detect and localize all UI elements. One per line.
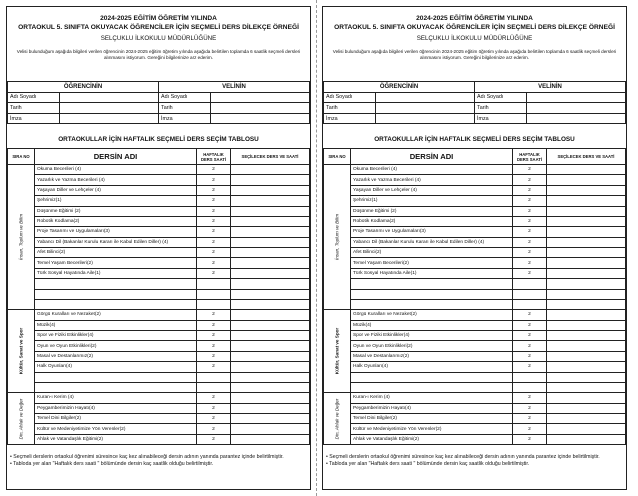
- course-name: Proje Tasarımı ve Uygulamaları(3): [351, 227, 513, 237]
- course-name: [351, 372, 513, 382]
- course-hours: 2: [513, 362, 547, 372]
- parent-signature-field[interactable]: [527, 113, 626, 124]
- course-choice-field[interactable]: [547, 351, 626, 361]
- course-name: Halk Oyunları(4): [35, 362, 197, 372]
- form-title-main: ORTAOKUL 5. SINIFTA OKUYACAK ÖĞRENCİLER İÇİN SEÇMELİ DERS DİLEKÇE ÖRNEĞİ: [334, 24, 615, 31]
- course-choice-field[interactable]: [231, 403, 310, 413]
- course-name: Şehrimiz(1): [351, 196, 513, 206]
- parent-header: VELİNİN: [475, 82, 626, 93]
- course-hours: [513, 279, 547, 289]
- course-choice-field[interactable]: [231, 289, 310, 299]
- parent-date-label: Tarih: [159, 103, 211, 114]
- col-order-header: SIRA NO: [324, 149, 351, 165]
- course-name: Spor ve Fiziki Etkinlikler(4): [351, 331, 513, 341]
- col-choice-header: SEÇİLECEK DERS VE SAATİ: [231, 149, 310, 165]
- course-hours: 2: [197, 216, 231, 226]
- course-row: [324, 434, 626, 444]
- course-hours: 2: [197, 320, 231, 330]
- info-table: [7, 81, 310, 124]
- course-choice-field[interactable]: [547, 424, 626, 434]
- course-choice-field[interactable]: [547, 320, 626, 330]
- blank-row: [324, 289, 626, 299]
- course-table-title: ORTAOKULLAR İÇİN HAFTALIK SEÇMELİ DERS SEÇİM TABLOSU: [374, 136, 575, 143]
- course-group-label: Din, Ahlak ve Değer: [334, 398, 340, 440]
- course-hours: 2: [513, 310, 547, 320]
- course-choice-field[interactable]: [547, 227, 626, 237]
- course-row: [324, 206, 626, 216]
- course-row: [8, 175, 310, 185]
- note-1: • Seçmeli derslerin ortaokul öğrenimi süresince kaç kez alınabileceği dersin adının yanında parantez içinde belirtilmiştir.: [326, 454, 600, 460]
- course-choice-field[interactable]: [547, 299, 626, 309]
- course-name: Türk Sosyal Hayatında Aile(1): [35, 268, 197, 278]
- course-name: [351, 299, 513, 309]
- course-choice-field[interactable]: [231, 216, 310, 226]
- course-name: Oyun ve Oyun Etkinlikleri(2): [35, 341, 197, 351]
- parent-date-field[interactable]: [527, 103, 626, 114]
- course-row: [8, 403, 310, 413]
- course-group-label: İnsan, Toplum ve Bilim: [18, 214, 24, 261]
- course-row: [324, 341, 626, 351]
- course-name: Kültür ve Medeniyetimize Yön Verenler(2): [351, 424, 513, 434]
- course-hours: 2: [513, 424, 547, 434]
- col-course-header: DERSİN ADI: [351, 149, 513, 165]
- course-name: Oyun ve Oyun Etkinlikleri(2): [351, 341, 513, 351]
- course-hours: 2: [513, 216, 547, 226]
- student-date-label: Tarih: [8, 103, 60, 114]
- parent-date-label: Tarih: [475, 103, 527, 114]
- course-name: Ahlak ve Vatandaşlık Eğitimi(2): [35, 434, 197, 444]
- blank-row: [8, 289, 310, 299]
- course-row: [324, 185, 626, 195]
- course-hours: 2: [197, 185, 231, 195]
- course-choice-field[interactable]: [231, 434, 310, 444]
- parent-name-label: Adı Soyadı: [159, 92, 211, 103]
- course-name: Temel Yaşam Becerileri(2): [35, 258, 197, 268]
- student-signature-label: İmza: [324, 113, 376, 124]
- course-name: Müzik(4): [351, 320, 513, 330]
- course-name: Halk Oyunları(4): [351, 362, 513, 372]
- course-choice-field[interactable]: [547, 206, 626, 216]
- course-row: [8, 424, 310, 434]
- course-hours: 2: [513, 331, 547, 341]
- petition-text: Velisi bulunduğum aşağıda bilgileri verilen öğrencinin 2024-2025 eğitim öğretim yılında aşağıda belirtilen toplamda 6 saatlik seçmeli dersleri alınmasını istiyorum. Gereğini bilgilerinize arz ederim.: [16, 49, 301, 60]
- course-name: Temel Yaşam Becerileri(2): [351, 258, 513, 268]
- course-row: [324, 424, 626, 434]
- course-row: [8, 268, 310, 278]
- parent-signature-label: İmza: [159, 113, 211, 124]
- course-choice-field[interactable]: [231, 196, 310, 206]
- course-choice-field[interactable]: [231, 414, 310, 424]
- course-name: [351, 279, 513, 289]
- course-hours: 2: [513, 393, 547, 403]
- course-row: [8, 165, 310, 175]
- col-hours-header: HAFTALIK DERS SAATİ: [513, 149, 547, 165]
- course-row: [8, 185, 310, 195]
- course-name: Düşünme Eğitimi (2): [35, 206, 197, 216]
- course-name: Yabancı Dil (Bakanlar Kurulu Kararı ile Kabul Edilen Diller) (4): [35, 237, 197, 247]
- course-choice-field[interactable]: [547, 196, 626, 206]
- course-name: Okuma Becerileri (4): [35, 165, 197, 175]
- course-hours: 2: [197, 414, 231, 424]
- course-row: [8, 216, 310, 226]
- course-name: [35, 299, 197, 309]
- course-choice-field[interactable]: [547, 362, 626, 372]
- course-name: Robotik Kodlama(2): [35, 216, 197, 226]
- course-row: [8, 414, 310, 424]
- course-choice-field[interactable]: [547, 165, 626, 175]
- student-date-field[interactable]: [376, 103, 475, 114]
- course-row: [324, 175, 626, 185]
- course-name: [35, 289, 197, 299]
- course-row: [324, 196, 626, 206]
- col-hours-header: HAFTALIK DERS SAATİ: [197, 149, 231, 165]
- course-name: [35, 382, 197, 392]
- course-row: [8, 310, 310, 320]
- course-row: [324, 237, 626, 247]
- course-choice-field[interactable]: [231, 320, 310, 330]
- course-hours: 2: [197, 351, 231, 361]
- course-name: Kuran-ı Kerim (4): [35, 393, 197, 403]
- page-divider: [316, 0, 317, 496]
- col-choice-header: SEÇİLECEK DERS VE SAATİ: [547, 149, 626, 165]
- course-group-cell: [8, 165, 35, 310]
- course-choice-field[interactable]: [231, 279, 310, 289]
- course-name: Temel Dini Bilgiler(2): [35, 414, 197, 424]
- course-row: [324, 351, 626, 361]
- course-row: [324, 165, 626, 175]
- course-hours: 2: [197, 237, 231, 247]
- course-choice-field[interactable]: [547, 279, 626, 289]
- course-name: Düşünme Eğitimi (2): [351, 206, 513, 216]
- course-name: Görgü Kuralları ve Nezaket(2): [35, 310, 197, 320]
- note-2: • Tabloda yer alan "Haftalık ders saati " bölümünde dersin kaç saatlik olduğu belirtilmiştir.: [10, 461, 214, 467]
- course-row: [8, 196, 310, 206]
- course-choice-field[interactable]: [547, 216, 626, 226]
- course-name: Yaşayan Diller ve Lehçeler (4): [35, 185, 197, 195]
- course-name: Ahlak ve Vatandaşlık Eğitimi(2): [351, 434, 513, 444]
- course-name: Proje Tasarımı ve Uygulamaları(3): [35, 227, 197, 237]
- course-choice-field[interactable]: [547, 372, 626, 382]
- course-group-label: İnsan, Toplum ve Bilim: [334, 214, 340, 261]
- course-name: Yazarlık ve Yazma Becerileri (4): [351, 175, 513, 185]
- course-row: [324, 310, 626, 320]
- parent-name-field[interactable]: [527, 92, 626, 103]
- course-name: [351, 289, 513, 299]
- course-hours: [513, 382, 547, 392]
- course-hours: 2: [197, 424, 231, 434]
- course-group-cell: [324, 165, 351, 310]
- course-choice-field[interactable]: [231, 206, 310, 216]
- form-title-main: ORTAOKUL 5. SINIFTA OKUYACAK ÖĞRENCİLER İÇİN SEÇMELİ DERS DİLEKÇE ÖRNEĞİ: [18, 24, 299, 31]
- course-name: Afet Bilinci(2): [351, 248, 513, 258]
- course-row: [324, 393, 626, 403]
- course-hours: [197, 289, 231, 299]
- parent-name-label: Adı Soyadı: [475, 92, 527, 103]
- course-hours: 2: [197, 175, 231, 185]
- note-1: • Seçmeli derslerin ortaokul öğrenimi süresince kaç kez alınabileceği dersin adının yanında parantez içinde belirtilmiştir.: [10, 454, 284, 460]
- blank-row: [324, 372, 626, 382]
- course-row: [8, 341, 310, 351]
- addressee: SELÇUKLU İLKOKULU MÜDÜRLÜĞÜNE: [100, 35, 217, 42]
- note-2: • Tabloda yer alan "Haftalık ders saati " bölümünde dersin kaç saatlik olduğu belirtilmiştir.: [326, 461, 530, 467]
- course-name: Temel Dini Bilgiler(2): [351, 414, 513, 424]
- course-name: [35, 279, 197, 289]
- course-choice-field[interactable]: [231, 372, 310, 382]
- course-hours: 2: [513, 185, 547, 195]
- course-selection-table: [7, 148, 310, 445]
- course-choice-field[interactable]: [547, 310, 626, 320]
- student-signature-label: İmza: [8, 113, 60, 124]
- course-selection-table: [323, 148, 626, 445]
- course-choice-field[interactable]: [547, 414, 626, 424]
- course-hours: 2: [513, 351, 547, 361]
- course-row: [324, 227, 626, 237]
- course-hours: 2: [197, 196, 231, 206]
- course-choice-field[interactable]: [547, 248, 626, 258]
- course-choice-field[interactable]: [231, 424, 310, 434]
- course-hours: 2: [197, 434, 231, 444]
- course-choice-field[interactable]: [231, 393, 310, 403]
- course-table-title: ORTAOKULLAR İÇİN HAFTALIK SEÇMELİ DERS SEÇİM TABLOSU: [58, 136, 259, 143]
- course-hours: [197, 279, 231, 289]
- course-name: Kuran-ı Kerim (4): [351, 393, 513, 403]
- course-hours: 2: [513, 414, 547, 424]
- blank-row: [8, 299, 310, 309]
- parent-signature-label: İmza: [475, 113, 527, 124]
- course-row: [324, 268, 626, 278]
- course-hours: 2: [513, 206, 547, 216]
- course-group-label: Kültür, Sanat ve Spor: [18, 328, 24, 375]
- course-group-cell: [8, 393, 35, 445]
- parent-date-field[interactable]: [211, 103, 310, 114]
- course-hours: 2: [513, 248, 547, 258]
- course-hours: 2: [513, 434, 547, 444]
- course-hours: 2: [513, 227, 547, 237]
- parent-header: VELİNİN: [159, 82, 310, 93]
- course-choice-field[interactable]: [231, 382, 310, 392]
- course-hours: 2: [513, 341, 547, 351]
- course-name: Masal ve Destanlarımız(2): [351, 351, 513, 361]
- course-hours: 2: [197, 248, 231, 258]
- course-group-cell: [324, 310, 351, 393]
- info-table: [323, 81, 626, 124]
- course-hours: [197, 382, 231, 392]
- col-order-header: SIRA NO: [8, 149, 35, 165]
- course-hours: [513, 289, 547, 299]
- student-signature-field[interactable]: [60, 113, 159, 124]
- course-group-label: Din, Ahlak ve Değer: [18, 398, 24, 440]
- form-title-year: 2024-2025 EĞİTİM ÖĞRETİM YILINDA: [100, 15, 217, 22]
- course-name: Yazarlık ve Yazma Becerileri (4): [35, 175, 197, 185]
- course-choice-field[interactable]: [547, 237, 626, 247]
- course-name: Müzik(4): [35, 320, 197, 330]
- course-choice-field[interactable]: [547, 341, 626, 351]
- course-hours: 2: [197, 393, 231, 403]
- course-name: Peygamberimizin Hayatı(4): [351, 403, 513, 413]
- course-row: [8, 393, 310, 403]
- course-choice-field[interactable]: [547, 331, 626, 341]
- course-name: Robotik Kodlama(2): [351, 216, 513, 226]
- course-choice-field[interactable]: [231, 310, 310, 320]
- course-row: [324, 403, 626, 413]
- student-header: ÖĞRENCİNİN: [8, 82, 159, 93]
- course-hours: 2: [197, 165, 231, 175]
- course-hours: [197, 299, 231, 309]
- course-choice-field[interactable]: [231, 258, 310, 268]
- course-name: Şehrimiz(1): [35, 196, 197, 206]
- course-name: Türk Sosyal Hayatında Aile(1): [351, 268, 513, 278]
- course-group-label: Kültür, Sanat ve Spor: [334, 328, 340, 375]
- student-date-label: Tarih: [324, 103, 376, 114]
- form-title-year: 2024-2025 EĞİTİM ÖĞRETİM YILINDA: [416, 15, 533, 22]
- course-name: Yabancı Dil (Bakanlar Kurulu Kararı ile Kabul Edilen Diller) (4): [351, 237, 513, 247]
- course-name: [35, 372, 197, 382]
- course-row: [324, 248, 626, 258]
- course-row: [8, 227, 310, 237]
- course-hours: 2: [513, 175, 547, 185]
- addressee: SELÇUKLU İLKOKULU MÜDÜRLÜĞÜNE: [416, 35, 533, 42]
- course-hours: 2: [513, 237, 547, 247]
- course-name: Okuma Becerileri (4): [351, 165, 513, 175]
- course-hours: [513, 299, 547, 309]
- course-choice-field[interactable]: [231, 331, 310, 341]
- course-hours: 2: [197, 403, 231, 413]
- course-group-cell: [324, 393, 351, 445]
- student-header: ÖĞRENCİNİN: [324, 82, 475, 93]
- course-choice-field[interactable]: [231, 351, 310, 361]
- course-row: [324, 362, 626, 372]
- course-hours: 2: [197, 341, 231, 351]
- course-name: Görgü Kuralları ve Nezaket(2): [351, 310, 513, 320]
- course-row: [324, 414, 626, 424]
- course-name: [351, 382, 513, 392]
- course-choice-field[interactable]: [231, 248, 310, 258]
- course-row: [8, 237, 310, 247]
- course-choice-field[interactable]: [547, 175, 626, 185]
- notes: [10, 454, 306, 468]
- course-choice-field[interactable]: [547, 434, 626, 444]
- course-row: [8, 320, 310, 330]
- course-choice-field[interactable]: [231, 299, 310, 309]
- course-row: [8, 362, 310, 372]
- form-header: [323, 14, 626, 43]
- course-hours: 2: [197, 362, 231, 372]
- blank-row: [8, 279, 310, 289]
- course-hours: 2: [513, 165, 547, 175]
- course-choice-field[interactable]: [547, 185, 626, 195]
- blank-row: [324, 299, 626, 309]
- course-hours: 2: [197, 310, 231, 320]
- course-choice-field[interactable]: [231, 165, 310, 175]
- course-row: [324, 331, 626, 341]
- course-hours: 2: [513, 403, 547, 413]
- course-name: Peygamberimizin Hayatı(4): [35, 403, 197, 413]
- course-choice-field[interactable]: [231, 237, 310, 247]
- course-hours: 2: [513, 196, 547, 206]
- petition-text: Velisi bulunduğum aşağıda bilgileri verilen öğrencinin 2024-2025 eğitim öğretim yılında aşağıda belirtilen toplamda 6 saatlik seçmeli dersleri alınmasını istiyorum. Gereğini bilgilerinize arz ederim.: [332, 49, 617, 60]
- parent-signature-field[interactable]: [211, 113, 310, 124]
- course-choice-field[interactable]: [547, 382, 626, 392]
- petition-form-right: [322, 6, 627, 490]
- course-choice-field[interactable]: [547, 393, 626, 403]
- course-name: Kültür ve Medeniyetimize Yön Verenler(2): [35, 424, 197, 434]
- course-choice-field[interactable]: [231, 227, 310, 237]
- course-choice-field[interactable]: [231, 341, 310, 351]
- course-row: [8, 206, 310, 216]
- course-name: Masal ve Destanlarımız(2): [35, 351, 197, 361]
- course-choice-field[interactable]: [231, 185, 310, 195]
- course-hours: [513, 372, 547, 382]
- course-hours: 2: [513, 268, 547, 278]
- course-choice-field[interactable]: [231, 268, 310, 278]
- course-hours: 2: [513, 320, 547, 330]
- course-row: [324, 320, 626, 330]
- parent-name-field[interactable]: [211, 92, 310, 103]
- course-name: Spor ve Fiziki Etkinlikler(4): [35, 331, 197, 341]
- course-choice-field[interactable]: [231, 175, 310, 185]
- student-name-label: Adı Soyadı: [8, 92, 60, 103]
- course-row: [8, 331, 310, 341]
- course-row: [8, 351, 310, 361]
- student-signature-field[interactable]: [376, 113, 475, 124]
- student-name-field[interactable]: [60, 92, 159, 103]
- course-hours: 2: [197, 206, 231, 216]
- course-name: Yaşayan Diller ve Lehçeler (4): [351, 185, 513, 195]
- course-choice-field[interactable]: [547, 268, 626, 278]
- student-name-field[interactable]: [376, 92, 475, 103]
- course-name: Afet Bilinci(2): [35, 248, 197, 258]
- course-choice-field[interactable]: [547, 258, 626, 268]
- course-row: [8, 248, 310, 258]
- course-choice-field[interactable]: [547, 289, 626, 299]
- blank-row: [8, 372, 310, 382]
- form-header: [7, 14, 310, 43]
- course-hours: 2: [197, 268, 231, 278]
- course-row: [324, 216, 626, 226]
- course-hours: [197, 372, 231, 382]
- course-row: [324, 258, 626, 268]
- course-hours: 2: [197, 258, 231, 268]
- course-hours: 2: [197, 227, 231, 237]
- student-name-label: Adı Soyadı: [324, 92, 376, 103]
- blank-row: [8, 382, 310, 392]
- notes: [326, 454, 622, 468]
- blank-row: [324, 279, 626, 289]
- course-choice-field[interactable]: [547, 403, 626, 413]
- col-course-header: DERSİN ADI: [35, 149, 197, 165]
- course-hours: 2: [513, 258, 547, 268]
- course-group-cell: [8, 310, 35, 393]
- course-row: [8, 434, 310, 444]
- course-choice-field[interactable]: [231, 362, 310, 372]
- student-date-field[interactable]: [60, 103, 159, 114]
- course-row: [8, 258, 310, 268]
- blank-row: [324, 382, 626, 392]
- petition-form-left: [6, 6, 311, 490]
- course-hours: 2: [197, 331, 231, 341]
